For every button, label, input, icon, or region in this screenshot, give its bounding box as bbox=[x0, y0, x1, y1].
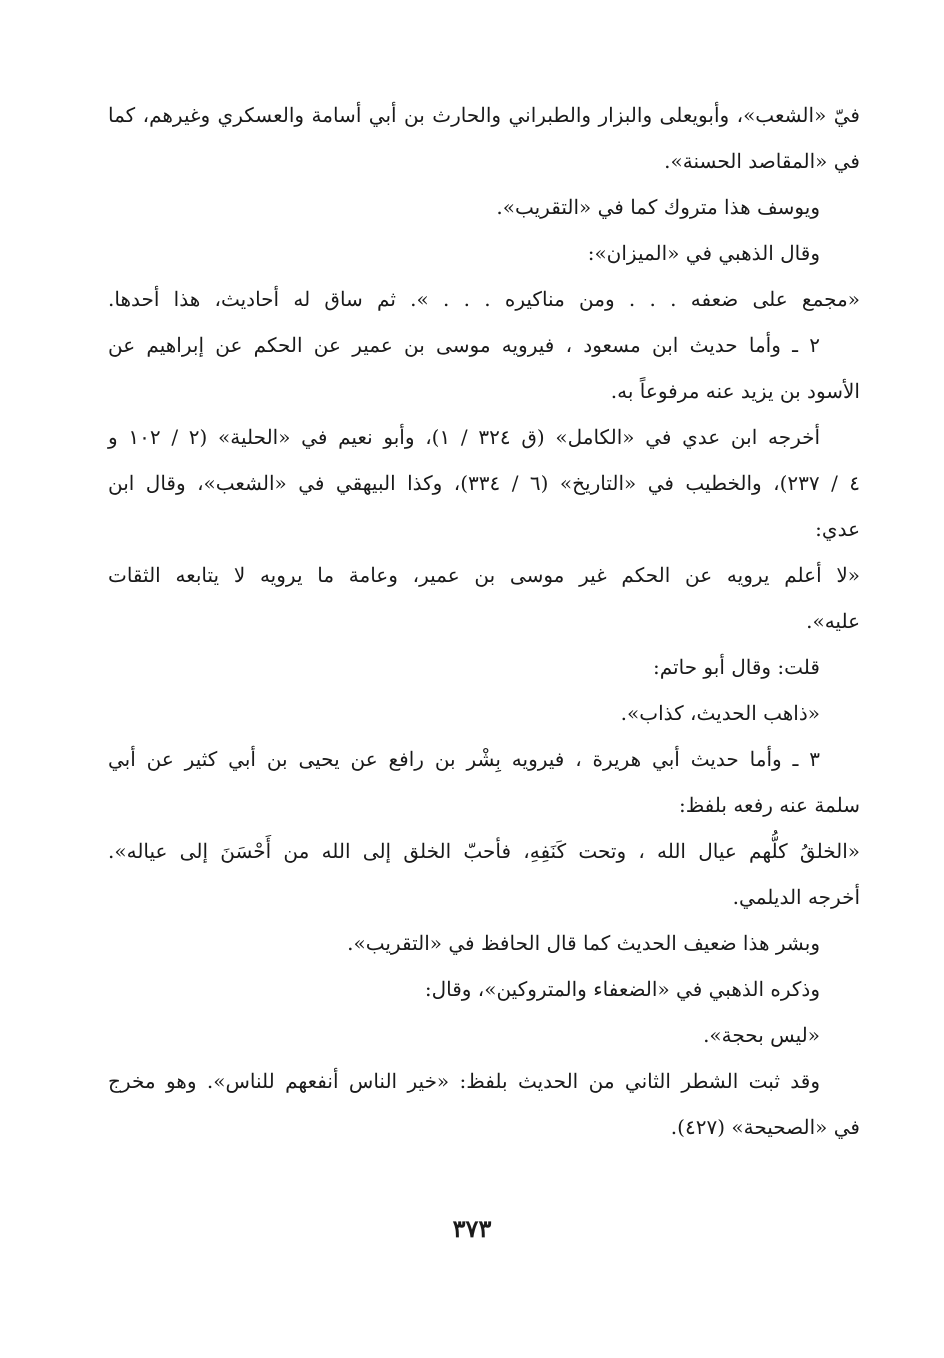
text-line: في «الصحيحة» (٤٢٧). bbox=[670, 1115, 860, 1139]
page-number: ٣٧٣ bbox=[452, 1214, 492, 1243]
text-line: «مجمع على ضعفه . . . ومن مناكيره . . . ». ثم ساق له أحاديث، هذا أحدها. bbox=[108, 287, 860, 311]
text-line: وقد ثبت الشطر الثاني من الحديث بلفظ: «خير الناس أنفعهم للناس». وهو مخرج bbox=[108, 1069, 820, 1093]
text-line: وبشر هذا ضعيف الحديث كما قال الحافظ في «التقريب». bbox=[347, 931, 820, 955]
text-line: سلمة عنه رفعه بلفظ: bbox=[678, 793, 860, 817]
text-line: وقال الذهبي في «الميزان»: bbox=[587, 241, 820, 265]
text-line: ٣ ـ وأما حديث أبي هريرة ، فيرويه بِشْر بن رافع عن يحيى بن أبي كثير عن أبي bbox=[108, 747, 820, 771]
text-line: أخرجه ابن عدي في «الكامل» (ق ٣٢٤ / ١)، وأبو نعيم في «الحلية» (٢ / ١٠٢ و bbox=[108, 425, 821, 449]
text-line: عليه». bbox=[806, 609, 860, 633]
text-line: «ليس بحجة». bbox=[703, 1023, 820, 1047]
text-line: الأسود بن يزيد عنه مرفوعاً به. bbox=[610, 379, 860, 403]
page-body-text bbox=[108, 92, 860, 1150]
text-line: ويوسف هذا متروك كما في «التقريب». bbox=[496, 195, 820, 219]
text-line: وذكره الذهبي في «الضعفاء والمتروكين»، وقال: bbox=[424, 977, 820, 1001]
text-line: عدي: bbox=[815, 517, 860, 541]
text-line: «لا أعلم يرويه عن الحكم غير موسى بن عمير، وعامة ما يرويه لا يتابعه الثقات bbox=[108, 563, 860, 587]
text-line: «ذاهب الحديث، كذاب». bbox=[620, 701, 820, 725]
text-line: ٤ / ٢٣٧)، والخطيب في «التاريخ» (٦ / ٣٣٤)، وكذا البيهقي في «الشعب»، وقال ابن bbox=[108, 471, 861, 495]
text-line: ٢ ـ وأما حديث ابن مسعود ، فيرويه موسى بن عمير عن الحكم عن إبراهيم عن bbox=[108, 333, 820, 357]
text-line: «الخلقُ كلُّهم عيال الله ، وتحت كَنَفِهِ، فأحبّ الخلق إلى الله من أَحْسَنَ إلى عياله». bbox=[108, 839, 860, 863]
text-line: فيّ «الشعب»، وأبويعلى والبزار والطبراني والحارث بن أبي أسامة والعسكري وغيرهم، كما bbox=[108, 103, 860, 127]
text-line: في «المقاصد الحسنة». bbox=[664, 149, 860, 173]
text-line: قلت: وقال أبو حاتم: bbox=[652, 655, 820, 679]
text-line: أخرجه الديلمي. bbox=[732, 885, 860, 909]
